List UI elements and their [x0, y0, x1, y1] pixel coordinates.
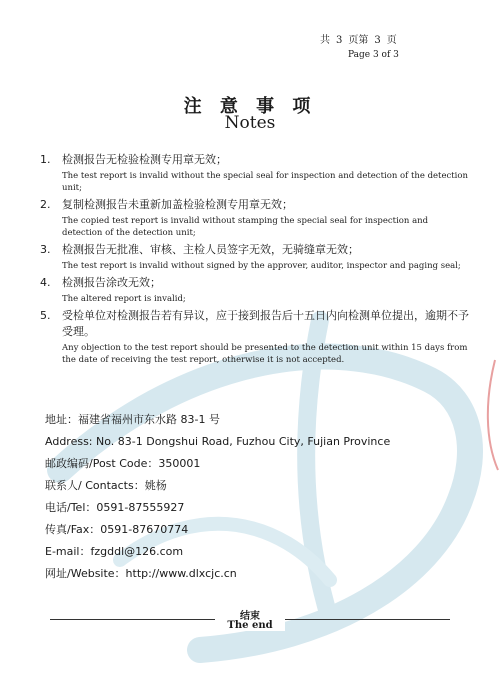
note-number: 1.	[40, 153, 51, 166]
end-text-en: The end	[227, 620, 273, 631]
post-code: 邮政编码/Post Code：350001	[45, 457, 201, 470]
note-text-en: Any objection to the test report should be presented to the detection unit within 15 days from the date of receiving the test report, otherwise it is not accepted.	[62, 343, 468, 365]
note-text-zh: 检测报告涂改无效；	[62, 276, 161, 289]
note-item	[40, 197, 470, 239]
address-en: Address: No. 83-1 Dongshui Road, Fuzhou City, Fujian Province	[45, 435, 391, 448]
contact-person: 联系人/ Contacts：姚杨	[45, 479, 167, 492]
note-number: 2.	[40, 198, 51, 211]
address-zh: 地址：福建省福州市东水路 83-1 号	[45, 413, 220, 426]
note-text-zh: 检测报告无检验检测专用章无效；	[62, 153, 227, 166]
website[interactable]: 网址/Website：http://www.dlxcjc.cn	[45, 567, 237, 580]
page-indicator	[320, 34, 399, 62]
page-label: 页第	[348, 35, 369, 46]
note-item	[40, 152, 470, 194]
note-text-zh: 复制检测报告未重新加盖检验检测专用章无效；	[62, 198, 293, 211]
end-text-zh: 结束	[240, 611, 260, 622]
title-chinese: 注 意 事 项	[183, 96, 317, 117]
note-text-zh: 检测报告无批准、审核、主检人员签字无效，无骑缝章无效；	[62, 243, 359, 256]
page-total: 3	[336, 35, 343, 46]
note-text-en: The copied test report is invalid without stamping the special seal for inspection and detection of the detection unit;	[62, 216, 429, 238]
note-item	[40, 308, 470, 366]
note-number: 3.	[40, 243, 51, 256]
note-text-en: The test report is invalid without signed by the approver, auditor, inspector and paging seal;	[62, 261, 461, 271]
note-text-zh: 受检单位对检测报告若有异议，应于接到报告后十五日内向检测单位提出，逾期不予受理。	[62, 309, 469, 338]
telephone: 电话/Tel：0591-87555927	[45, 501, 185, 514]
page-suffix: 页	[386, 35, 397, 46]
fax: 传真/Fax：0591-87670774	[45, 523, 189, 536]
note-text-en: The test report is invalid without the special seal for inspection and detection of the detection unit;	[62, 171, 468, 193]
note-item	[40, 275, 470, 305]
note-number: 5.	[40, 309, 51, 322]
email[interactable]: E-mail：fzgddl@126.com	[45, 545, 184, 558]
note-number: 4.	[40, 276, 51, 289]
notes-list	[40, 152, 470, 369]
note-text-en: The altered report is invalid;	[62, 294, 186, 304]
contact-info	[45, 410, 465, 586]
page-indicator-en: Page 3 of 3	[348, 50, 399, 60]
page-number: 3	[374, 35, 381, 46]
note-item	[40, 242, 470, 272]
page-total-label: 共	[320, 35, 330, 46]
title-english: Notes	[224, 113, 276, 133]
